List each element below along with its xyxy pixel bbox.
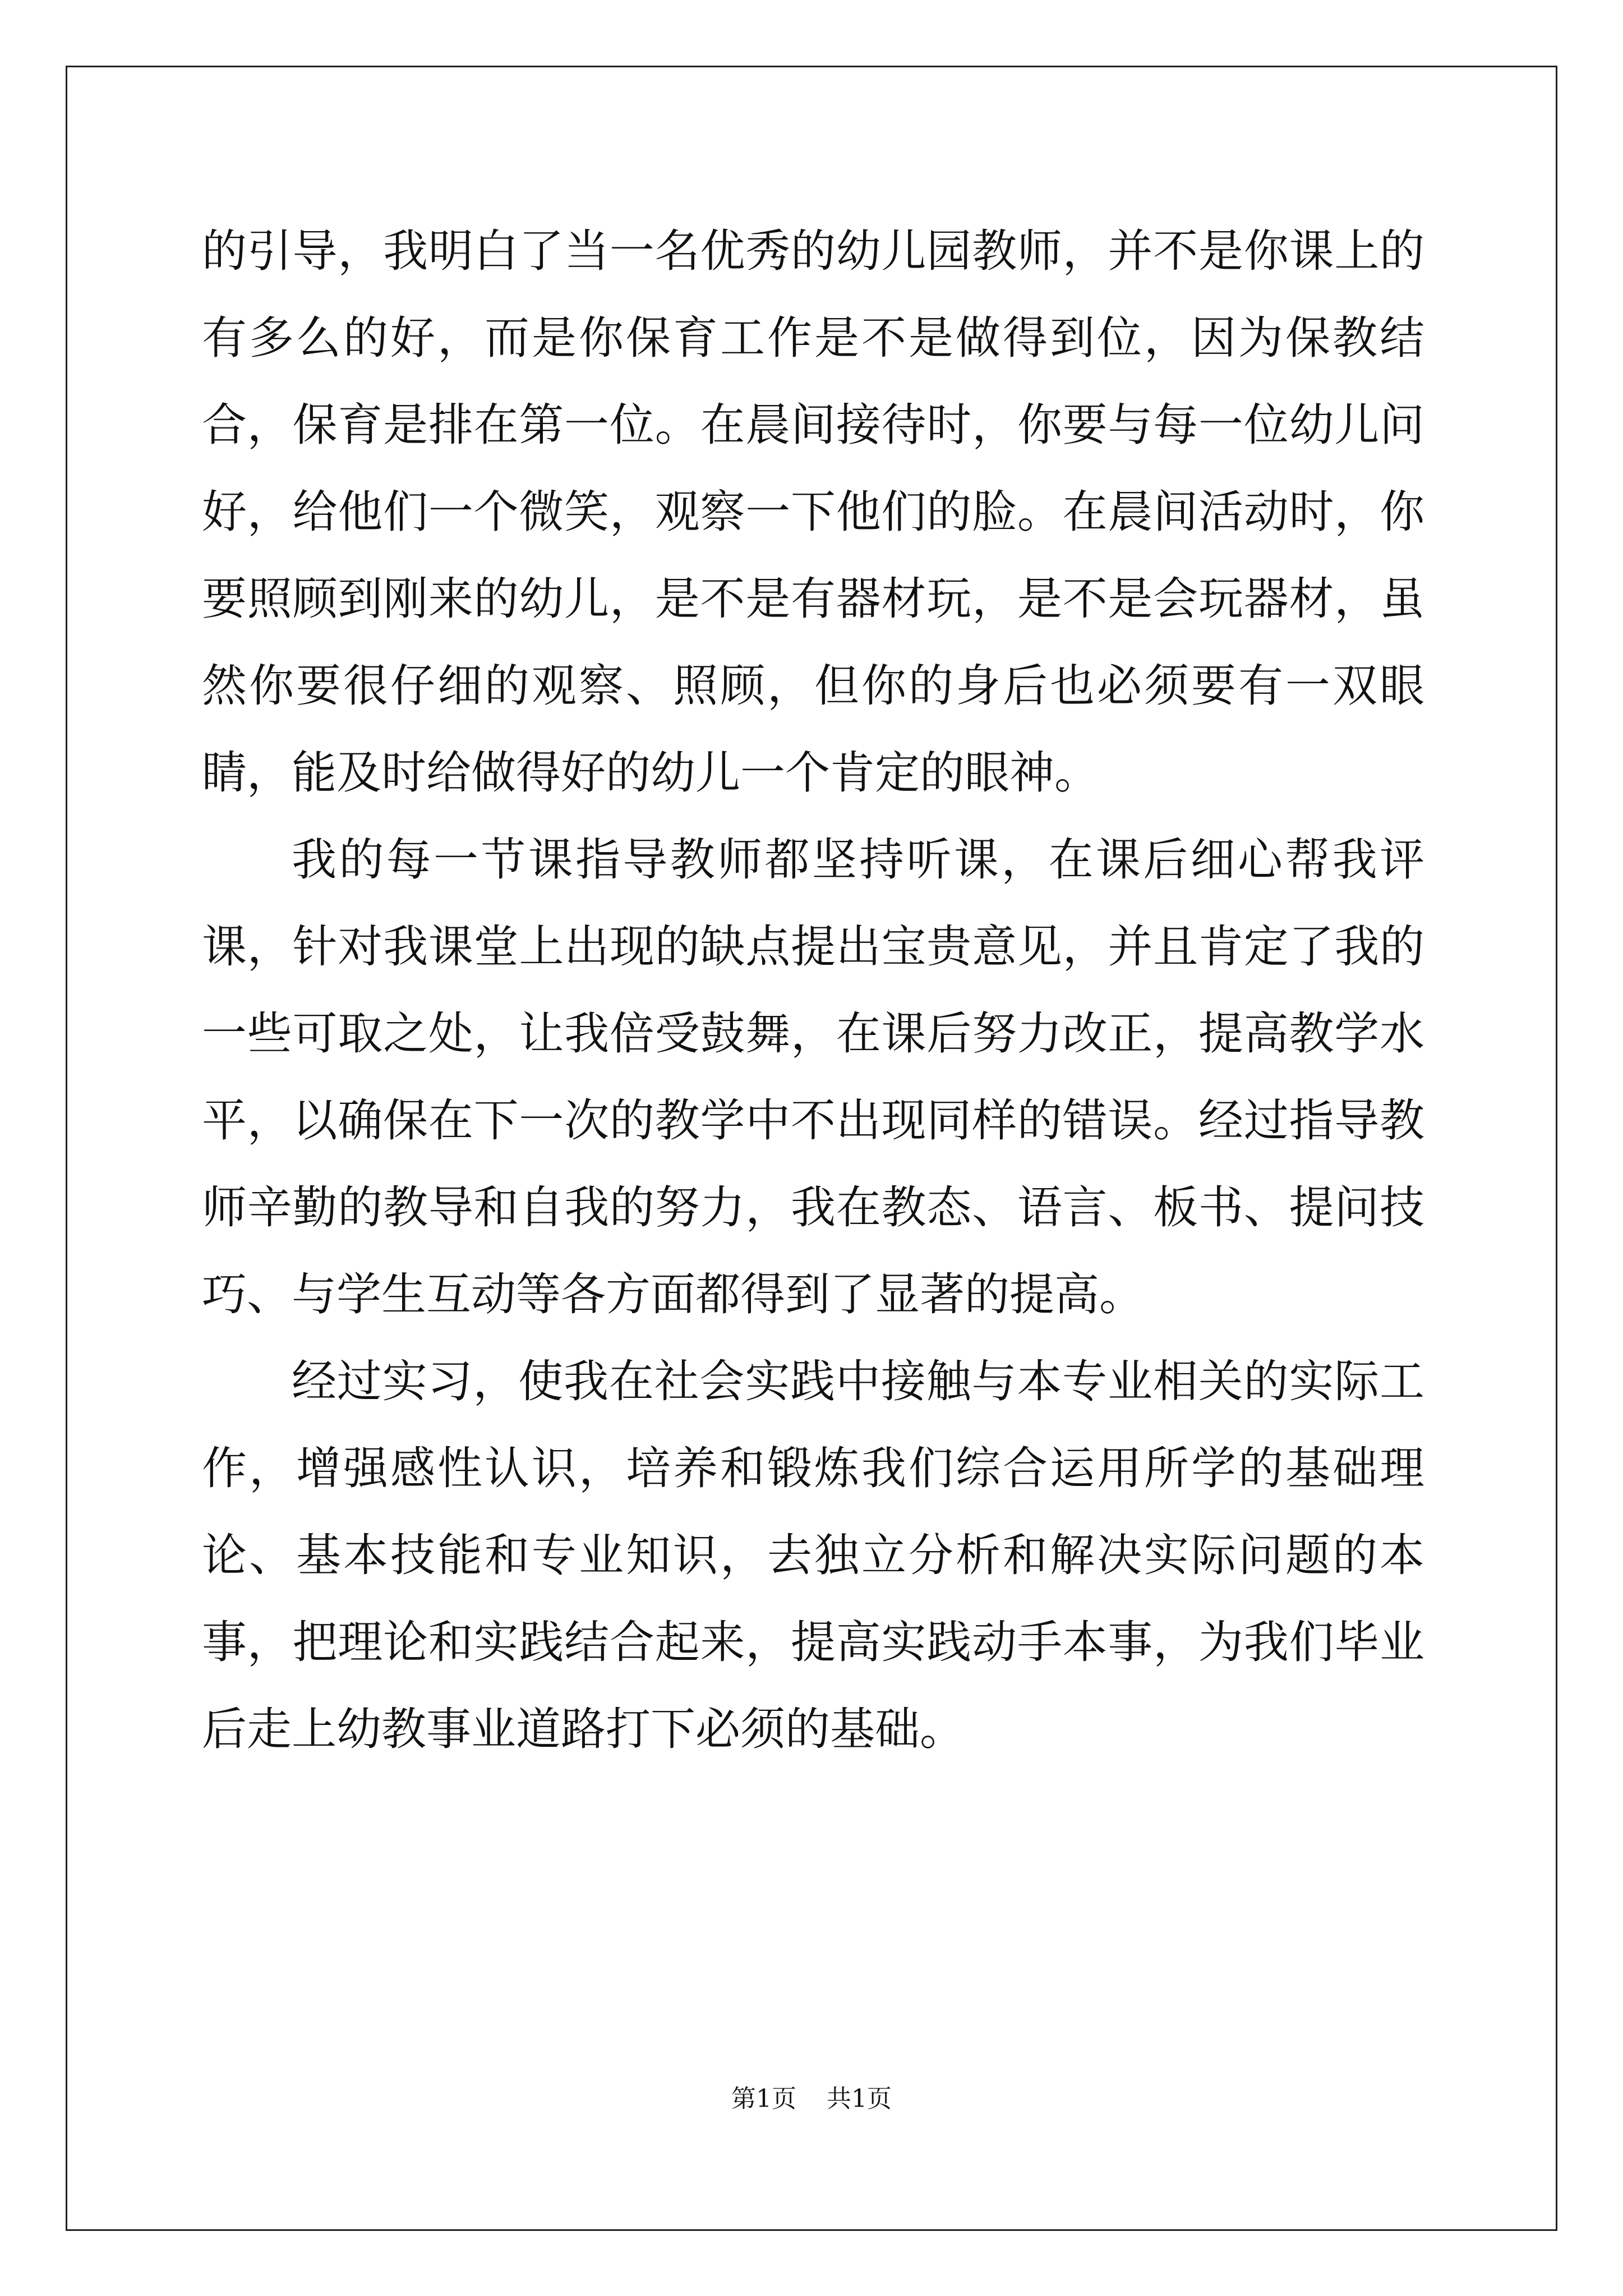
page-number-current: 第1页 bbox=[731, 2085, 796, 2113]
paragraph: 我的每一节课指导教师都坚持听课，在课后细心帮我评课，针对我课堂上出现的缺点提出宝贵意见，并且肯定了我的一些可取之处，让我倍受鼓舞，在课后努力改正，提高教学水平，以确保在下一次的教学中不出现同样的错误。经过指导教师辛勤的教导和自我的努力，我在教态、语言、板书、提问技巧、与学生互动等各方面都得到了显著的提高。 bbox=[202, 834, 1424, 1320]
page-number-total: 共1页 bbox=[827, 2085, 892, 2113]
paragraph: 经过实习，使我在社会实践中接触与本专业相关的实际工作，增强感性认识，培养和锻炼我们综合运用所学的基础理论、基本技能和专业知识，去独立分析和解决实际问题的本事，把理论和实践结合起来，提高实践动手本事，为我们毕业后走上幼教事业道路打下必须的基础。 bbox=[202, 1355, 1424, 1755]
document-body bbox=[202, 208, 1424, 1773]
paragraph: 的引导，我明白了当一名优秀的幼儿园教师，并不是你课上的有多么的好，而是你保育工作是不是做得到位，因为保教结合，保育是排在第一位。在晨间接待时，你要与每一位幼儿问好，给他们一个微笑，观察一下他们的脸。在晨间活动时，你要照顾到刚来的幼儿，是不是有器材玩，是不是会玩器材，虽然你要很仔细的观察、照顾，但你的身后也必须要有一双眼睛，能及时给做得好的幼儿一个肯定的眼神。 bbox=[202, 225, 1424, 799]
page-footer bbox=[0, 2082, 1623, 2116]
